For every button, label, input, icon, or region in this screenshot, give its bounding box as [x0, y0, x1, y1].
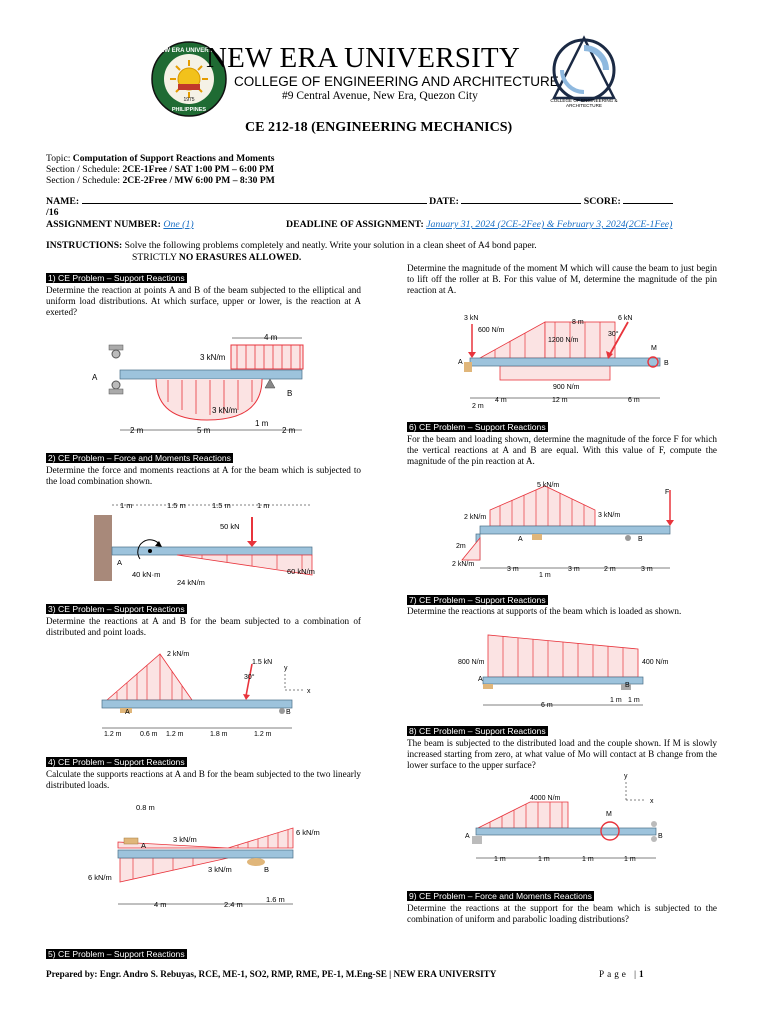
- f4-label-b: B: [264, 865, 270, 874]
- f1-load-bottom: 3 kN/m: [212, 406, 238, 415]
- problem-1-title: 1) CE Problem – Support Reactions: [48, 273, 185, 283]
- section1-value: 2CE-1Free / SAT 1:00 PM – 6:00 PM: [122, 164, 275, 175]
- seal-country: PHILIPPINES: [171, 107, 207, 113]
- problem-8-text: The beam is subjected to the distributed load and the couple shown. If M is slowly increased starting from zero, at what value of Mo will contact at B change from the lower surface to the upper surface?: [407, 738, 717, 770]
- f8-dim-4: 1 m: [624, 856, 636, 863]
- f1-dim-4m: 4 m: [264, 333, 278, 342]
- figure-2: [92, 497, 327, 592]
- f6-label-b: B: [638, 536, 643, 543]
- problem-7-text: Determine the reactions at supports of the beam which is loaded as shown.: [407, 606, 682, 616]
- f7-label-a: A: [478, 676, 483, 683]
- topic-label: Topic:: [46, 153, 71, 164]
- problem-9-title: 9) CE Problem – Force and Moments Reactions: [409, 891, 592, 901]
- f6-dim-6: 2m: [456, 543, 466, 550]
- f4-label-a: A: [141, 841, 147, 850]
- score-label: SCORE:: [583, 196, 621, 207]
- student-fields: [46, 195, 673, 207]
- topic-line: [46, 153, 275, 164]
- f7-load1: 800 N/m: [458, 659, 485, 666]
- f2-moment: 40 kN·m: [132, 570, 161, 579]
- f5-load3: 900 N/m: [553, 384, 580, 391]
- f8-moment: M: [606, 811, 612, 818]
- f7-dim-1: 6 m: [541, 702, 553, 709]
- f8-axis-y: y: [624, 773, 628, 780]
- f2-dim-1: 1 m: [120, 501, 133, 510]
- f4-dim-1: 4 m: [154, 900, 167, 909]
- footer-separator: |: [389, 969, 392, 979]
- problem-3-text: Determine the reactions at A and B for the beam subjected to a combination of distributed and point loads.: [46, 616, 361, 637]
- f1-label-b: B: [287, 389, 293, 398]
- figure-8: [458, 772, 688, 872]
- problem-5-text: Determine the magnitude of the moment M which will cause the beam to just begin to lift off the roller at B. For this value of M, determine the magnitude of the pin reaction at A.: [407, 263, 717, 295]
- page-number-value: 1: [639, 969, 644, 979]
- f3-label-a: A: [125, 709, 130, 716]
- date-field[interactable]: [461, 195, 581, 204]
- f2-load1: 24 kN/m: [177, 578, 205, 587]
- strict-prefix: STRICTLY: [132, 252, 179, 263]
- f5-angle: 30°: [608, 331, 619, 338]
- f3-angle: 30°: [244, 674, 255, 681]
- f4-dim-2: 2.4 m: [224, 900, 243, 909]
- problem-9-text: Determine the reactions at the support for the beam which is subjected to the combination of uniform and parabolic loading distributions?: [407, 903, 717, 924]
- f3-dim-2: 0.6 m: [140, 731, 158, 738]
- f5-force1: 3 kN: [464, 315, 479, 322]
- college-address: #9 Central Avenue, New Era, Quezon City: [282, 90, 478, 102]
- figure-7: [458, 625, 688, 720]
- f7-load2: 400 N/m: [642, 659, 669, 666]
- assignment-number-link[interactable]: One (1): [163, 219, 194, 230]
- f2-label-a: A: [117, 558, 123, 567]
- f3-dim-4: 1.8 m: [210, 731, 228, 738]
- instructions-label: INSTRUCTIONS:: [46, 240, 123, 251]
- problem-2-text: Determine the force and moments reactions at A for the beam which is subjected to the load combination shown.: [46, 465, 361, 486]
- f3-axis-x: x: [307, 688, 311, 695]
- f5-dim-4m: 4 m: [495, 397, 507, 404]
- assignment-number: [46, 219, 194, 230]
- f6-load3: 3 kN/m: [598, 512, 621, 519]
- f2-load2: 60 kN/m: [287, 567, 315, 576]
- figure-3: [92, 646, 322, 746]
- f2-force: 50 kN: [220, 522, 240, 531]
- f5-dim-6m: 6 m: [628, 397, 640, 404]
- score-total: /16: [46, 207, 59, 218]
- problem-2-title: 2) CE Problem – Force and Moments Reactions: [48, 453, 231, 463]
- section2-value: 2CE-2Free / MW 6:00 PM – 8:30 PM: [122, 175, 275, 186]
- f8-dim-2: 1 m: [538, 856, 550, 863]
- page-number: [599, 969, 644, 979]
- f1-dim-3: 1 m: [255, 419, 269, 428]
- f4-load4: 3 kN/m: [208, 865, 232, 874]
- seal-year: 1975: [183, 97, 195, 103]
- instructions: [46, 240, 716, 251]
- university-name: NEW ERA UNIVERSITY: [206, 42, 520, 74]
- f8-dim-3: 1 m: [582, 856, 594, 863]
- problem-4-text: Calculate the supports reactions at A and B for the beam subjected to the two linearly distributed loads.: [46, 769, 361, 790]
- problem-5-title: 5) CE Problem – Support Reactions: [48, 949, 185, 959]
- f5-moment: M: [651, 345, 657, 352]
- course-title: CE 212-18 (ENGINEERING MECHANICS): [245, 120, 513, 135]
- f7-dim-2: 1 m: [610, 697, 622, 704]
- problem-3-title: 3) CE Problem – Support Reactions: [48, 604, 185, 614]
- f3-axis-y: y: [284, 665, 288, 672]
- f5-load2: 1200 N/m: [548, 337, 579, 344]
- f8-label-b: B: [658, 833, 663, 840]
- name-field[interactable]: [82, 195, 427, 204]
- f6-load1: 5 kN/m: [537, 482, 560, 489]
- instructions-text: Solve the following problems completely and neatly. Write your solution in a clean sheet of A4 bond paper.: [124, 240, 537, 251]
- f6-label-a: A: [518, 536, 523, 543]
- problem-6-title: 6) CE Problem – Support Reactions: [409, 422, 546, 432]
- figure-5: [450, 310, 690, 410]
- f6-dim-3: 2 m: [604, 566, 616, 573]
- problem-6-text: For the beam and loading shown, determine the magnitude of the force F for which the vertical reactions at A and B are equal. With this value of F, compute the magnitude of the pin reaction at A.: [407, 434, 717, 466]
- f5-load1: 600 N/m: [478, 327, 505, 334]
- f3-load: 2 kN/m: [167, 651, 190, 658]
- f4-dim-3: 1.6 m: [266, 895, 285, 904]
- problem-4-title: 4) CE Problem – Support Reactions: [48, 757, 185, 767]
- f2-dim-2: 1.5 m: [167, 501, 186, 510]
- f6-dim-4: 3 m: [641, 566, 653, 573]
- f6-force: F: [665, 489, 670, 496]
- f1-dim-1: 2 m: [130, 426, 144, 435]
- f4-load3: 6 kN/m: [88, 873, 112, 882]
- f3-dim-5: 1.2 m: [254, 731, 272, 738]
- f5-dim-12m: 12 m: [552, 397, 568, 404]
- deadline-label: DEADLINE OF ASSIGNMENT:: [286, 219, 424, 230]
- strict-note: [132, 252, 301, 263]
- name-label: NAME:: [46, 196, 80, 207]
- f8-dim-1: 1 m: [494, 856, 506, 863]
- f1-load-top: 3 kN/m: [200, 353, 226, 362]
- f2-dim-3: 1.5 m: [212, 501, 231, 510]
- section2-label: Section / Schedule:: [46, 175, 121, 186]
- f6-dim-5: 1 m: [539, 572, 551, 579]
- problem-1-text: Determine the reaction at points A and B of the beam subjected to the elliptical and uniform load distributions. At which surface, upper or lower, is the reaction at A exerted?: [46, 285, 361, 317]
- date-label: DATE:: [429, 196, 459, 207]
- section1-label: Section / Schedule:: [46, 164, 121, 175]
- f2-dim-4: 1 m: [257, 501, 270, 510]
- f4-load2: 6 kN/m: [296, 828, 320, 837]
- footer-university: NEW ERA UNIVERSITY: [393, 969, 497, 979]
- f5-label-b: B: [664, 360, 669, 367]
- college-logo-caption: COLLEGE OF ENGINEERING & ARCHITECTURE: [550, 98, 618, 108]
- figure-6: [450, 478, 690, 583]
- assignment-deadline: [286, 219, 672, 230]
- f7-label-b: B: [625, 682, 630, 689]
- f3-force: 1.5 kN: [252, 659, 273, 666]
- f5-dim-8m: 8 m: [572, 319, 584, 326]
- strict-bold: NO ERASURES ALLOWED.: [178, 252, 302, 263]
- deadline-link[interactable]: January 31, 2024 (2CE-2Fee) & February 3, 2024(2CE-1Fee): [426, 219, 673, 230]
- f6-dim-1: 3 m: [507, 566, 519, 573]
- figure-4: [88, 800, 328, 915]
- f5-dim-2m: 2 m: [472, 403, 484, 410]
- f6-dim-2: 3 m: [568, 566, 580, 573]
- seal-text: NEW ERA UNIVERSITY: [156, 48, 222, 54]
- section1-line: [46, 164, 274, 175]
- f4-load1: 3 kN/m: [173, 835, 197, 844]
- f1-label-a: A: [92, 373, 98, 382]
- f8-label-a: A: [465, 833, 470, 840]
- topic-value: Computation of Support Reactions and Moments: [72, 153, 275, 164]
- page-label: Page |: [599, 969, 639, 979]
- f6-load4: 2 kN/m: [452, 561, 475, 568]
- f1-dim-2: 5 m: [197, 426, 211, 435]
- footer-prepared: Prepared by: Engr. Andro S. Rebuyas, RCE, ME-1, SO2, RMP, RME, PE-1, M.Eng-SE: [46, 969, 387, 979]
- f3-label-b: B: [286, 709, 291, 716]
- f8-axis-x: x: [650, 798, 654, 805]
- college-name: COLLEGE OF ENGINEERING AND ARCHITECTURE: [234, 74, 559, 89]
- problem-7-title: 7) CE Problem – Support Reactions: [409, 595, 546, 605]
- assignment-number-label: ASSIGNMENT NUMBER:: [46, 219, 161, 230]
- section2-line: [46, 175, 275, 186]
- score-field[interactable]: [623, 195, 673, 204]
- f1-dim-4: 2 m: [282, 426, 296, 435]
- f6-load2: 2 kN/m: [464, 514, 487, 521]
- f5-label-a: A: [458, 359, 463, 366]
- f5-force2: 6 kN: [618, 315, 633, 322]
- problem-8-title: 8) CE Problem – Support Reactions: [409, 726, 546, 736]
- f8-load: 4000 N/m: [530, 795, 561, 802]
- f4-dim-top: 0.8 m: [136, 803, 155, 812]
- f3-dim-3: 1.2 m: [166, 731, 184, 738]
- f3-dim-1: 1.2 m: [104, 731, 122, 738]
- f7-dim-3: 1 m: [628, 697, 640, 704]
- figure-1: [92, 330, 317, 440]
- college-logo: [540, 34, 620, 118]
- footer: [46, 969, 496, 979]
